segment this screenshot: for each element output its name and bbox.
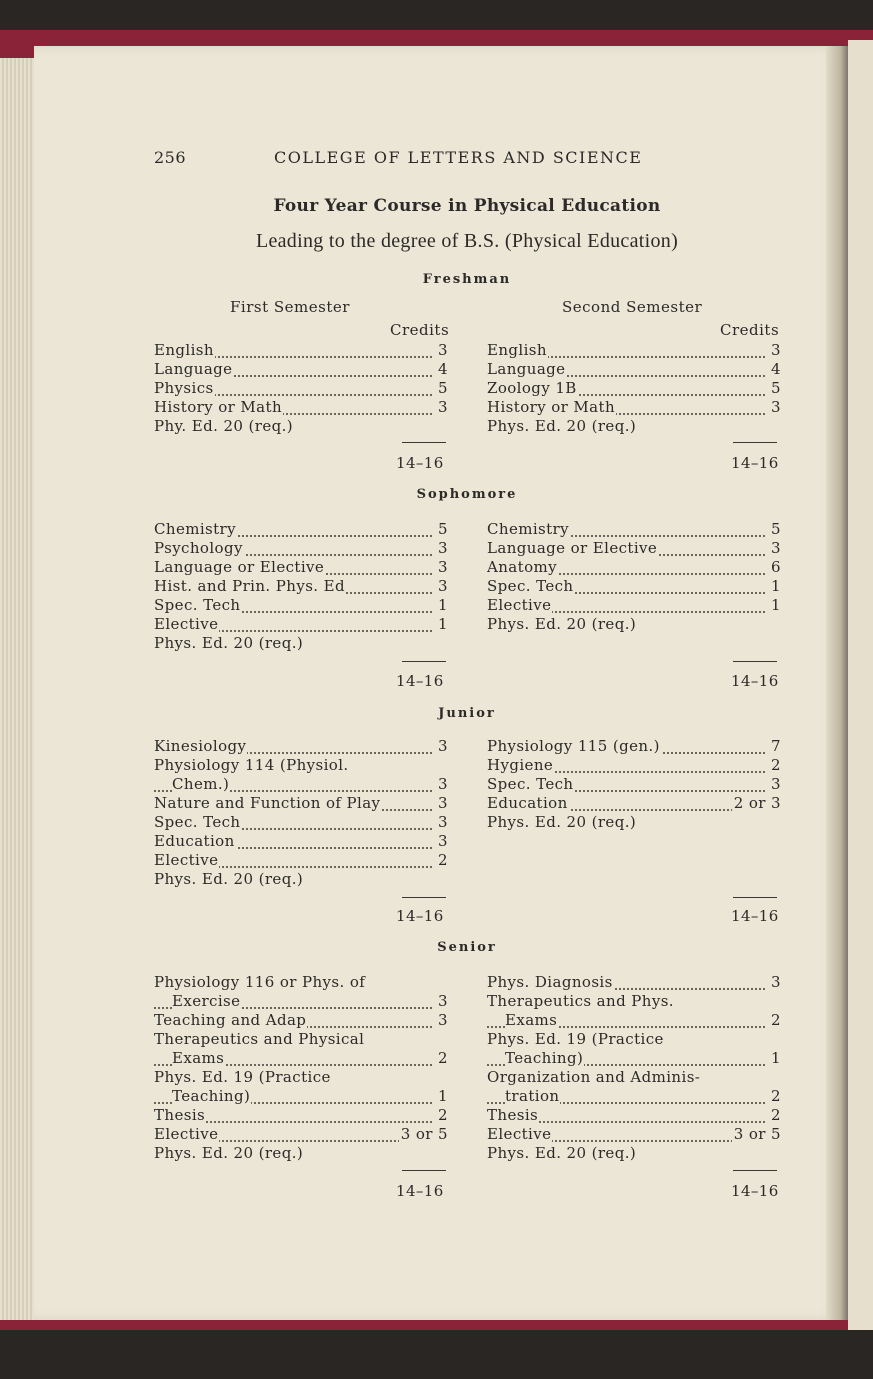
course-credits: 2 or 3	[733, 794, 781, 812]
course-row	[154, 539, 448, 558]
course-list	[154, 341, 448, 436]
course-row	[154, 1125, 448, 1144]
course-name: Hist. and Prin. Phys. Ed	[154, 577, 345, 595]
course-row	[154, 360, 448, 379]
course-list	[487, 341, 781, 436]
course-credits: 3	[771, 398, 781, 416]
course-credits: 3	[771, 341, 781, 359]
course-row	[487, 379, 781, 398]
course-credits: 2	[771, 756, 781, 774]
course-name: Language	[487, 360, 566, 378]
course-list	[487, 737, 781, 832]
course-row	[487, 615, 781, 634]
running-title: COLLEGE OF LETTERS AND SCIENCE	[274, 148, 643, 167]
course-row	[154, 634, 448, 653]
course-name: Thesis	[154, 1106, 206, 1124]
credit-total: 14–16	[396, 1182, 444, 1200]
course-row	[487, 973, 781, 992]
course-credits: 1	[438, 1087, 448, 1105]
credit-total: 14–16	[731, 907, 779, 925]
running-header	[154, 148, 780, 168]
total-rule	[733, 661, 777, 662]
course-credits: 3	[438, 341, 448, 359]
course-credits: 2	[771, 1011, 781, 1029]
course-list	[154, 737, 448, 889]
course-name: Phys. Ed. 20 (req.)	[487, 615, 637, 633]
course-name: Physiology 116 or Phys. of	[154, 973, 366, 991]
total-rule	[402, 661, 446, 662]
credit-total: 14–16	[731, 454, 779, 472]
course-credits: 3	[771, 973, 781, 991]
course-row	[154, 615, 448, 634]
course-credits: 7	[771, 737, 781, 755]
course-row	[154, 398, 448, 417]
course-credits: 3	[771, 775, 781, 793]
course-name: Phys. Ed. 20 (req.)	[154, 634, 304, 652]
course-credits: 3	[771, 539, 781, 557]
course-row	[154, 870, 448, 889]
course-name: Phys. Ed. 19 (Practice	[154, 1068, 331, 1086]
course-credits: 3	[438, 775, 448, 793]
course-name: Elective	[487, 1125, 552, 1143]
course-credits: 2	[771, 1087, 781, 1105]
course-name: Language or Elective	[154, 558, 325, 576]
course-row	[487, 539, 781, 558]
course-row	[154, 813, 448, 832]
course-row	[487, 1144, 781, 1163]
course-row	[154, 520, 448, 539]
course-name: Spec. Tech	[154, 813, 241, 831]
course-row	[487, 992, 781, 1011]
course-name: English	[154, 341, 214, 359]
course-row	[487, 1087, 781, 1106]
course-row	[487, 341, 781, 360]
course-row	[487, 756, 781, 775]
course-name: Education	[154, 832, 235, 850]
course-row	[154, 1087, 448, 1106]
course-name: Therapeutics and Physical	[154, 1030, 365, 1048]
course-name: Anatomy	[487, 558, 557, 576]
total-rule	[733, 442, 777, 443]
course-name: Phys. Diagnosis	[487, 973, 613, 991]
course-row	[154, 341, 448, 360]
course-row	[154, 794, 448, 813]
course-row	[154, 1030, 448, 1049]
course-credits: 1	[771, 596, 781, 614]
course-name: Spec. Tech	[487, 775, 574, 793]
course-row	[154, 992, 448, 1011]
course-credits: 3	[438, 539, 448, 557]
total-rule	[733, 1170, 777, 1171]
course-name: Phy. Ed. 20 (req.)	[154, 417, 294, 435]
course-row	[487, 775, 781, 794]
course-name: Phys. Ed. 20 (req.)	[487, 813, 637, 831]
course-list	[487, 520, 781, 634]
page-number: 256	[154, 148, 187, 167]
course-name: Phys. Ed. 20 (req.)	[487, 417, 637, 435]
course-row	[154, 558, 448, 577]
year-heading-junior: Junior	[438, 706, 496, 721]
course-credits: 5	[771, 379, 781, 397]
course-name: tration	[505, 1087, 560, 1105]
course-row	[487, 1049, 781, 1068]
course-name: Teaching and Adap	[154, 1011, 307, 1029]
course-credits: 4	[771, 360, 781, 378]
course-credits: 3	[438, 813, 448, 831]
course-name: Physiology 114 (Physiol.	[154, 756, 349, 774]
course-row	[154, 596, 448, 615]
credit-total: 14–16	[396, 454, 444, 472]
course-name: Kinesiology	[154, 737, 247, 755]
course-row	[487, 737, 781, 756]
course-row	[487, 1125, 781, 1144]
course-name: Elective	[154, 851, 219, 869]
course-name: Phys. Ed. 20 (req.)	[487, 1144, 637, 1162]
course-name: Teaching)	[172, 1087, 251, 1105]
course-name: Elective	[154, 615, 219, 633]
course-name: Language	[154, 360, 233, 378]
course-row	[154, 832, 448, 851]
course-row	[154, 1049, 448, 1068]
course-row	[487, 813, 781, 832]
course-name: Thesis	[487, 1106, 539, 1124]
credits-label-right: Credits	[720, 321, 780, 339]
page-subtitle: Leading to the degree of B.S. (Physical Education)	[255, 230, 679, 252]
course-credits: 2	[438, 1049, 448, 1067]
course-row	[487, 577, 781, 596]
course-row	[487, 1030, 781, 1049]
course-credits: 3	[438, 398, 448, 416]
course-row	[154, 756, 448, 775]
course-row	[487, 360, 781, 379]
course-name: History or Math	[154, 398, 283, 416]
course-name: Elective	[487, 596, 552, 614]
course-credits: 3	[438, 832, 448, 850]
course-name: Teaching)	[505, 1049, 584, 1067]
course-name: Phys. Ed. 19 (Practice	[487, 1030, 664, 1048]
course-row	[154, 1144, 448, 1163]
credit-total: 14–16	[396, 907, 444, 925]
year-heading-freshman: Freshman	[422, 272, 512, 287]
course-row	[154, 1011, 448, 1030]
course-row	[154, 973, 448, 992]
course-row	[154, 379, 448, 398]
course-row	[487, 558, 781, 577]
course-name: Exams	[172, 1049, 225, 1067]
credit-total: 14–16	[731, 672, 779, 690]
course-row	[154, 1106, 448, 1125]
course-credits: 1	[438, 596, 448, 614]
page-gutter	[826, 46, 850, 1320]
course-name: Exercise	[172, 992, 241, 1010]
course-name: History or Math	[487, 398, 616, 416]
course-name: Phys. Ed. 20 (req.)	[154, 870, 304, 888]
course-name: Organization and Adminis-	[487, 1068, 701, 1086]
page-title: Four Year Course in Physical Education	[273, 196, 661, 216]
total-rule	[402, 1170, 446, 1171]
course-credits: 6	[771, 558, 781, 576]
course-name: Exams	[505, 1011, 558, 1029]
course-row	[487, 1068, 781, 1087]
course-row	[487, 1011, 781, 1030]
course-name: Chemistry	[487, 520, 570, 538]
course-credits: 3	[438, 737, 448, 755]
course-credits: 3	[438, 558, 448, 576]
course-row	[487, 398, 781, 417]
course-credits: 3 or 5	[400, 1125, 448, 1143]
course-credits: 3	[438, 992, 448, 1010]
course-name: Physiology 115 (gen.)	[487, 737, 660, 755]
first-semester-label: First Semester	[230, 298, 350, 316]
credits-label-left: Credits	[390, 321, 450, 339]
course-credits: 1	[438, 615, 448, 633]
course-credits: 5	[438, 379, 448, 397]
course-row	[154, 851, 448, 870]
course-credits: 3	[438, 794, 448, 812]
second-semester-label: Second Semester	[562, 298, 703, 316]
course-credits: 3	[438, 1011, 448, 1029]
course-name: Chemistry	[154, 520, 237, 538]
course-list	[487, 973, 781, 1163]
course-credits: 1	[771, 1049, 781, 1067]
course-credits: 2	[438, 851, 448, 869]
year-heading-sophomore: Sophomore	[416, 487, 518, 502]
total-rule	[402, 897, 446, 898]
course-row	[154, 737, 448, 756]
course-row	[487, 417, 781, 436]
course-name: Language or Elective	[487, 539, 658, 557]
course-list	[154, 973, 448, 1163]
course-row	[487, 520, 781, 539]
course-row	[487, 794, 781, 813]
credit-total: 14–16	[396, 672, 444, 690]
course-credits: 4	[438, 360, 448, 378]
course-name: Education	[487, 794, 568, 812]
course-name: Psychology	[154, 539, 243, 557]
year-heading-senior: Senior	[437, 940, 497, 955]
course-name: Chem.)	[172, 775, 230, 793]
course-name: Nature and Function of Play	[154, 794, 381, 812]
course-name: Physics	[154, 379, 214, 397]
course-name: Elective	[154, 1125, 219, 1143]
course-row	[487, 1106, 781, 1125]
course-name: Spec. Tech	[487, 577, 574, 595]
course-name: Spec. Tech	[154, 596, 241, 614]
course-row	[154, 775, 448, 794]
course-name: Phys. Ed. 20 (req.)	[154, 1144, 304, 1162]
course-name: English	[487, 341, 547, 359]
credit-total: 14–16	[731, 1182, 779, 1200]
course-credits: 3	[438, 577, 448, 595]
course-name: Zoology 1B	[487, 379, 577, 397]
course-name: Hygiene	[487, 756, 554, 774]
course-credits: 5	[771, 520, 781, 538]
page-edges	[0, 58, 36, 1320]
course-credits: 2	[771, 1106, 781, 1124]
course-row	[154, 1068, 448, 1087]
course-credits: 1	[771, 577, 781, 595]
course-row	[487, 596, 781, 615]
adjacent-page-edge	[848, 40, 873, 1330]
total-rule	[402, 442, 446, 443]
course-list	[154, 520, 448, 653]
course-row	[154, 417, 448, 436]
course-row	[154, 577, 448, 596]
course-credits: 2	[438, 1106, 448, 1124]
total-rule	[733, 897, 777, 898]
course-credits: 5	[438, 520, 448, 538]
course-credits: 3 or 5	[733, 1125, 781, 1143]
course-name: Therapeutics and Phys.	[487, 992, 674, 1010]
